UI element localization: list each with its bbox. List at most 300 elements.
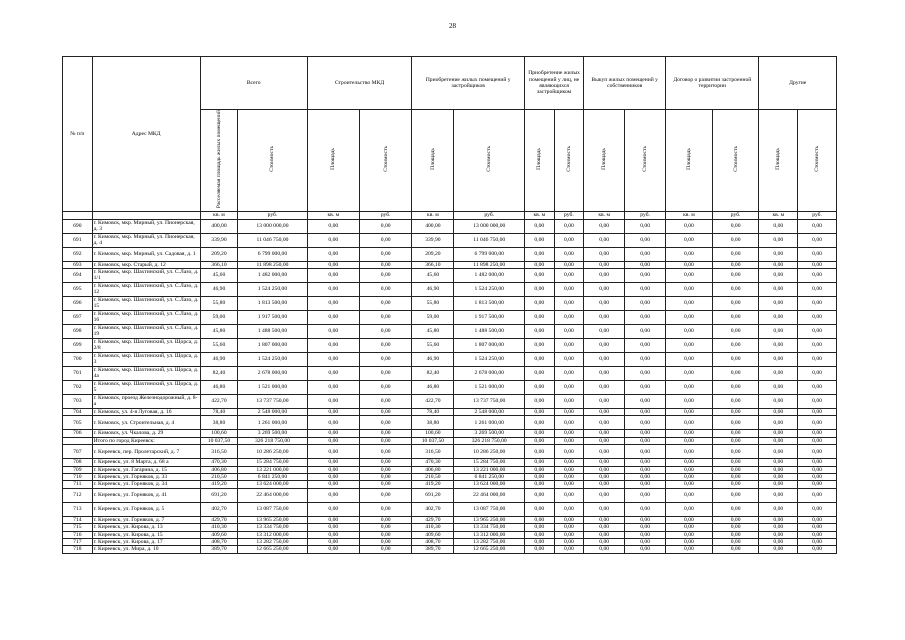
developer-cost: 1 482 000,00 (454, 268, 525, 282)
total-area: 402,70 (200, 502, 238, 516)
other-cost: 0,00 (554, 430, 584, 437)
subheader-cost (454, 110, 525, 212)
developer-area: 45,60 (412, 268, 454, 282)
other-cost: 0,00 (798, 310, 837, 324)
other-cost: 0,00 (712, 430, 759, 437)
other-area: 0,00 (525, 481, 555, 488)
other-cost: 0,00 (625, 233, 666, 247)
other-cost: 0,00 (712, 233, 759, 247)
row-address: г. Кимовск, мкр. Мирный, ул. Пионерская, д. 3 (92, 219, 200, 233)
other-area: 0,00 (759, 437, 798, 444)
other-area: 0,00 (584, 219, 625, 233)
other-area: 0,00 (525, 261, 555, 268)
other-cost: 0,00 (625, 366, 666, 380)
construction-area: 0,00 (307, 338, 359, 352)
construction-area: 0,00 (307, 459, 359, 466)
other-cost: 0,00 (712, 247, 759, 261)
developer-area: 59,00 (412, 310, 454, 324)
other-area: 0,00 (666, 380, 713, 394)
total-area: 45,80 (200, 324, 238, 338)
total-cost: 2 678 000,00 (238, 366, 307, 380)
other-cost: 0,00 (712, 352, 759, 366)
developer-cost: 1 813 500,00 (454, 296, 525, 310)
other-area: 0,00 (525, 524, 555, 531)
row-number: 711 (63, 481, 93, 488)
other-cost: 0,00 (798, 516, 837, 523)
table-row (63, 408, 837, 415)
row-number: 713 (63, 502, 93, 516)
total-cost: 1 482 000,00 (238, 268, 307, 282)
total-cost: 1 807 000,00 (238, 338, 307, 352)
row-number: 705 (63, 416, 93, 430)
construction-cost: 0,00 (360, 233, 412, 247)
table-row (63, 430, 837, 437)
other-area: 0,00 (759, 474, 798, 481)
table-row (63, 268, 837, 282)
other-cost: 0,00 (625, 502, 666, 516)
other-area: 0,00 (759, 430, 798, 437)
developer-area: 210,50 (412, 474, 454, 481)
subheader-area (412, 110, 454, 212)
other-area: 0,00 (759, 416, 798, 430)
developer-area: 55,60 (412, 338, 454, 352)
other-cost: 0,00 (625, 310, 666, 324)
header-group-non-developers: Приобретение жилых помещений у лиц, не являющихся застройщиком (525, 57, 584, 110)
total-area: 46,80 (200, 380, 238, 394)
construction-cost: 0,00 (360, 437, 412, 444)
developer-area: 316,50 (412, 445, 454, 459)
construction-area: 0,00 (307, 282, 359, 296)
unit-cell: руб. (554, 211, 584, 219)
other-area: 0,00 (525, 502, 555, 516)
total-cost: 326 218 750,00 (238, 437, 307, 444)
other-area: 0,00 (759, 524, 798, 531)
other-cost: 0,00 (625, 445, 666, 459)
other-cost: 0,00 (554, 394, 584, 408)
other-area: 0,00 (666, 416, 713, 430)
other-cost: 0,00 (625, 394, 666, 408)
developer-area: 402,70 (412, 502, 454, 516)
other-area: 0,00 (666, 466, 713, 473)
unit-cell: кв. м (525, 211, 555, 219)
other-cost: 0,00 (798, 233, 837, 247)
row-number: 691 (63, 233, 93, 247)
construction-area: 0,00 (307, 268, 359, 282)
row-address: г. Киреевск, ул. Горняков, д. 34 (92, 481, 200, 488)
other-cost: 0,00 (625, 539, 666, 546)
row-number: 698 (63, 324, 93, 338)
other-cost: 0,00 (554, 282, 584, 296)
subheader-area (759, 110, 798, 212)
construction-cost: 0,00 (360, 516, 412, 523)
row-address: г. Кимовск, мкр. Старый, д. 12 (92, 261, 200, 268)
other-cost: 0,00 (554, 546, 584, 553)
table-row (63, 380, 837, 394)
subheader-label: Площадь (685, 148, 692, 170)
construction-cost: 0,00 (360, 296, 412, 310)
row-address: г. Кимовск, мкр. Шахтинский, ул. С.Лазо, д. 19 (93, 325, 199, 338)
other-cost: 0,00 (554, 366, 584, 380)
row-address: г. Кимовск, мкр. Шахтинский, ул. С.Лазо, д. 15 (93, 297, 199, 310)
other-area: 0,00 (525, 324, 555, 338)
other-cost: 0,00 (798, 524, 837, 531)
other-area: 0,00 (584, 296, 625, 310)
other-area: 0,00 (584, 502, 625, 516)
developer-area: 470,30 (412, 459, 454, 466)
other-area: 0,00 (525, 459, 555, 466)
row-number: 694 (63, 268, 93, 282)
row-address: г. Киреевск, ул. Кирова, д. 15 (92, 531, 200, 538)
subheader-area (584, 110, 625, 212)
other-area: 0,00 (666, 481, 713, 488)
total-cost: 13 282 750,00 (238, 539, 307, 546)
other-area: 0,00 (525, 219, 555, 233)
table-row (63, 233, 837, 247)
other-cost: 0,00 (625, 352, 666, 366)
developer-area: 366,10 (412, 261, 454, 268)
other-cost: 0,00 (554, 466, 584, 473)
construction-area: 0,00 (307, 516, 359, 523)
other-area: 0,00 (525, 437, 555, 444)
other-cost: 0,00 (712, 408, 759, 415)
other-cost: 0,00 (798, 445, 837, 459)
other-cost: 0,00 (625, 488, 666, 502)
table-row (63, 394, 837, 408)
other-area: 0,00 (525, 268, 555, 282)
other-cost: 0,00 (712, 516, 759, 523)
construction-cost: 0,00 (360, 310, 412, 324)
subheader-label: Стоимость (732, 146, 739, 172)
other-area: 0,00 (759, 310, 798, 324)
construction-cost: 0,00 (360, 352, 412, 366)
other-cost: 0,00 (798, 459, 837, 466)
row-number: 715 (63, 524, 93, 531)
header-group-total: Всего (200, 57, 307, 110)
other-area: 0,00 (759, 466, 798, 473)
other-cost: 0,00 (798, 437, 837, 444)
header-address: Адрес МКД (92, 57, 200, 212)
construction-area: 0,00 (307, 531, 359, 538)
row-number: 692 (63, 247, 93, 261)
total-cost: 1 813 500,00 (238, 296, 307, 310)
row-number: 716 (63, 531, 93, 538)
construction-area: 0,00 (307, 416, 359, 430)
table-row (63, 310, 837, 324)
construction-area: 0,00 (307, 324, 359, 338)
total-area: 429,70 (200, 516, 238, 523)
construction-cost: 0,00 (360, 219, 412, 233)
construction-cost: 0,00 (360, 366, 412, 380)
other-cost: 0,00 (554, 481, 584, 488)
other-area: 0,00 (525, 531, 555, 538)
table-row (63, 474, 837, 481)
construction-cost: 0,00 (360, 282, 412, 296)
total-area: 10 037,50 (200, 437, 238, 444)
developer-area: 409,60 (412, 531, 454, 538)
table-row (63, 416, 837, 430)
subheader-cost (798, 110, 837, 212)
other-area: 0,00 (759, 488, 798, 502)
other-cost: 0,00 (625, 474, 666, 481)
construction-area: 0,00 (307, 546, 359, 553)
other-area: 0,00 (759, 481, 798, 488)
total-area: 406,80 (200, 466, 238, 473)
other-area: 0,00 (666, 408, 713, 415)
total-cost: 13 221 000,00 (238, 466, 307, 473)
other-area: 0,00 (584, 459, 625, 466)
subheader-cost (554, 110, 584, 212)
other-cost: 0,00 (712, 261, 759, 268)
developer-cost: 12 665 250,00 (454, 546, 525, 553)
other-area: 0,00 (666, 394, 713, 408)
row-number: 707 (63, 445, 93, 459)
row-number: 710 (63, 474, 93, 481)
other-area: 0,00 (584, 282, 625, 296)
row-address: г. Киреевск, ул. Гагарина, д. 15 (92, 466, 200, 473)
other-area: 0,00 (666, 219, 713, 233)
developer-cost: 1 521 000,00 (454, 380, 525, 394)
row-number: 706 (63, 430, 93, 437)
table-row (63, 459, 837, 466)
other-cost: 0,00 (712, 324, 759, 338)
developer-area: 419,20 (412, 481, 454, 488)
other-area: 0,00 (666, 531, 713, 538)
construction-area: 0,00 (307, 310, 359, 324)
total-area: 78,40 (200, 408, 238, 415)
total-area: 38,80 (200, 416, 238, 430)
developer-cost: 13 737 750,00 (454, 394, 525, 408)
construction-cost: 0,00 (360, 416, 412, 430)
total-cost: 3 269 500,00 (238, 430, 307, 437)
unit-cell (63, 211, 93, 219)
other-area: 0,00 (525, 474, 555, 481)
developer-area: 82,40 (412, 366, 454, 380)
total-cost: 1 488 500,00 (238, 324, 307, 338)
table-row (63, 324, 837, 338)
other-cost: 0,00 (554, 531, 584, 538)
total-cost: 2 548 000,00 (238, 408, 307, 415)
other-cost: 0,00 (798, 282, 837, 296)
other-area: 0,00 (666, 474, 713, 481)
construction-area: 0,00 (307, 380, 359, 394)
table-row (63, 219, 837, 233)
other-cost: 0,00 (554, 268, 584, 282)
row-address: г. Киреевск, ул. Горняков, д. 7 (92, 516, 200, 523)
subheader-label: Стоимость (269, 146, 276, 172)
other-area: 0,00 (666, 430, 713, 437)
row-address: г. Киреевск, ул. 8 Марта, д. 68 а (92, 459, 200, 466)
construction-area: 0,00 (307, 261, 359, 268)
row-number: 702 (63, 380, 93, 394)
developer-cost: 13 221 000,00 (454, 466, 525, 473)
subheader-label: Площадь (601, 148, 608, 170)
table-row (63, 502, 837, 516)
construction-cost: 0,00 (360, 247, 412, 261)
unit-cell: кв. м (759, 211, 798, 219)
other-cost: 0,00 (625, 416, 666, 430)
other-area: 0,00 (759, 459, 798, 466)
unit-cell: кв. м (584, 211, 625, 219)
total-area: 400,00 (200, 219, 238, 233)
other-area: 0,00 (759, 539, 798, 546)
other-area: 0,00 (759, 233, 798, 247)
other-area: 0,00 (584, 531, 625, 538)
row-address: г. Кимовск, мкр. Мирный, ул. Пионерская, д. 4 (92, 233, 200, 247)
developer-area: 410,30 (412, 524, 454, 531)
other-cost: 0,00 (554, 310, 584, 324)
other-cost: 0,00 (712, 219, 759, 233)
other-cost: 0,00 (554, 474, 584, 481)
other-cost: 0,00 (798, 531, 837, 538)
other-area: 0,00 (759, 261, 798, 268)
row-number: 704 (63, 408, 93, 415)
other-cost: 0,00 (798, 474, 837, 481)
other-cost: 0,00 (625, 408, 666, 415)
other-cost: 0,00 (554, 380, 584, 394)
other-area: 0,00 (759, 546, 798, 553)
row-number: 690 (63, 219, 93, 233)
unit-cell: руб. (454, 211, 525, 219)
table-row (63, 488, 837, 502)
row-address: г. Кимовск, мкр. Шахтинский, ул. С.Лазо, д. 1/1 (93, 269, 199, 282)
developer-cost: 3 269 500,00 (454, 430, 525, 437)
other-area: 0,00 (759, 352, 798, 366)
total-area: 339,90 (200, 233, 238, 247)
other-area: 0,00 (584, 546, 625, 553)
other-cost: 0,00 (554, 296, 584, 310)
other-cost: 0,00 (712, 531, 759, 538)
other-area: 0,00 (584, 481, 625, 488)
table-row (63, 366, 837, 380)
total-cost: 1 521 000,00 (238, 380, 307, 394)
construction-area: 0,00 (307, 539, 359, 546)
row-address: Итого по город Киреевск: (92, 437, 200, 444)
other-cost: 0,00 (625, 261, 666, 268)
other-cost: 0,00 (712, 481, 759, 488)
row-address: г. Кимовск, ул. Чкалова, д. 29 (92, 430, 200, 437)
other-area: 0,00 (525, 445, 555, 459)
construction-cost: 0,00 (360, 394, 412, 408)
total-cost: 1 524 250,00 (238, 282, 307, 296)
other-cost: 0,00 (625, 296, 666, 310)
other-cost: 0,00 (625, 466, 666, 473)
other-cost: 0,00 (712, 488, 759, 502)
other-area: 0,00 (666, 261, 713, 268)
other-cost: 0,00 (712, 268, 759, 282)
other-cost: 0,00 (712, 366, 759, 380)
other-cost: 0,00 (712, 296, 759, 310)
header-group-buyout: Выкуп жилых помещений у собственников (584, 57, 666, 110)
total-area: 209,20 (200, 247, 238, 261)
developer-area: 691,20 (412, 488, 454, 502)
total-cost: 13 737 750,00 (238, 394, 307, 408)
other-area: 0,00 (584, 474, 625, 481)
other-area: 0,00 (584, 233, 625, 247)
other-area: 0,00 (666, 366, 713, 380)
developer-area: 429,70 (412, 516, 454, 523)
other-cost: 0,00 (625, 247, 666, 261)
subheader-cost (625, 110, 666, 212)
row-address: г. Кимовск, мкр. Шахтинский, ул. С.Лазо, д. 12 (93, 283, 199, 296)
table-row (63, 516, 837, 523)
developer-cost: 13 000 000,00 (454, 219, 525, 233)
construction-cost: 0,00 (360, 338, 412, 352)
other-area: 0,00 (666, 247, 713, 261)
other-area: 0,00 (666, 459, 713, 466)
construction-cost: 0,00 (360, 466, 412, 473)
other-cost: 0,00 (798, 380, 837, 394)
other-area: 0,00 (584, 524, 625, 531)
developer-area: 46,90 (412, 352, 454, 366)
other-cost: 0,00 (554, 445, 584, 459)
construction-area: 0,00 (307, 474, 359, 481)
other-cost: 0,00 (554, 408, 584, 415)
table-row (63, 539, 837, 546)
other-cost: 0,00 (625, 324, 666, 338)
developer-cost: 13 087 750,00 (454, 502, 525, 516)
subheader-area (525, 110, 555, 212)
developer-cost: 1 917 500,00 (454, 310, 525, 324)
construction-area: 0,00 (307, 233, 359, 247)
developer-cost: 13 282 750,00 (454, 539, 525, 546)
other-cost: 0,00 (798, 488, 837, 502)
row-address: г. Киреевск, пер. Пролетарский, д. 7 (92, 445, 200, 459)
other-area: 0,00 (759, 394, 798, 408)
other-area: 0,00 (666, 338, 713, 352)
developer-cost: 1 261 000,00 (454, 416, 525, 430)
other-area: 0,00 (666, 268, 713, 282)
table-row (63, 247, 837, 261)
other-cost: 0,00 (798, 247, 837, 261)
other-cost: 0,00 (625, 437, 666, 444)
other-cost: 0,00 (554, 459, 584, 466)
subheader-label: Площадь (775, 148, 782, 170)
other-area: 0,00 (525, 233, 555, 247)
row-address: г. Кимовск, ул. Строительная, д. 4 (92, 416, 200, 430)
other-cost: 0,00 (798, 261, 837, 268)
other-cost: 0,00 (625, 481, 666, 488)
other-area: 0,00 (525, 488, 555, 502)
table-row (63, 437, 837, 444)
construction-cost: 0,00 (360, 502, 412, 516)
other-cost: 0,00 (554, 261, 584, 268)
row-number: 700 (63, 352, 93, 366)
total-cost: 12 665 250,00 (238, 546, 307, 553)
header-group-other: Другие (759, 57, 837, 110)
developer-cost: 2 548 000,00 (454, 408, 525, 415)
other-area: 0,00 (584, 366, 625, 380)
total-cost: 10 286 250,00 (238, 445, 307, 459)
total-area: 410,30 (200, 524, 238, 531)
row-number: 696 (63, 296, 93, 310)
subheader-label: Стоимость (382, 146, 389, 172)
other-cost: 0,00 (625, 516, 666, 523)
other-cost: 0,00 (712, 282, 759, 296)
other-area: 0,00 (525, 310, 555, 324)
other-cost: 0,00 (798, 268, 837, 282)
other-cost: 0,00 (712, 416, 759, 430)
row-address: г. Киреевск, ул. Кирова, д. 13 (92, 524, 200, 531)
row-address: г. Кимовск, мкр. Мирный, ул. Садовая, д. 1 (92, 247, 200, 261)
other-cost: 0,00 (625, 531, 666, 538)
subheader-label: Расселяемая площадь жилых помещений (215, 110, 222, 209)
other-cost: 0,00 (554, 437, 584, 444)
other-cost: 0,00 (712, 474, 759, 481)
other-area: 0,00 (525, 416, 555, 430)
row-number: 695 (63, 282, 93, 296)
row-number: 714 (63, 516, 93, 523)
table-row (63, 481, 837, 488)
